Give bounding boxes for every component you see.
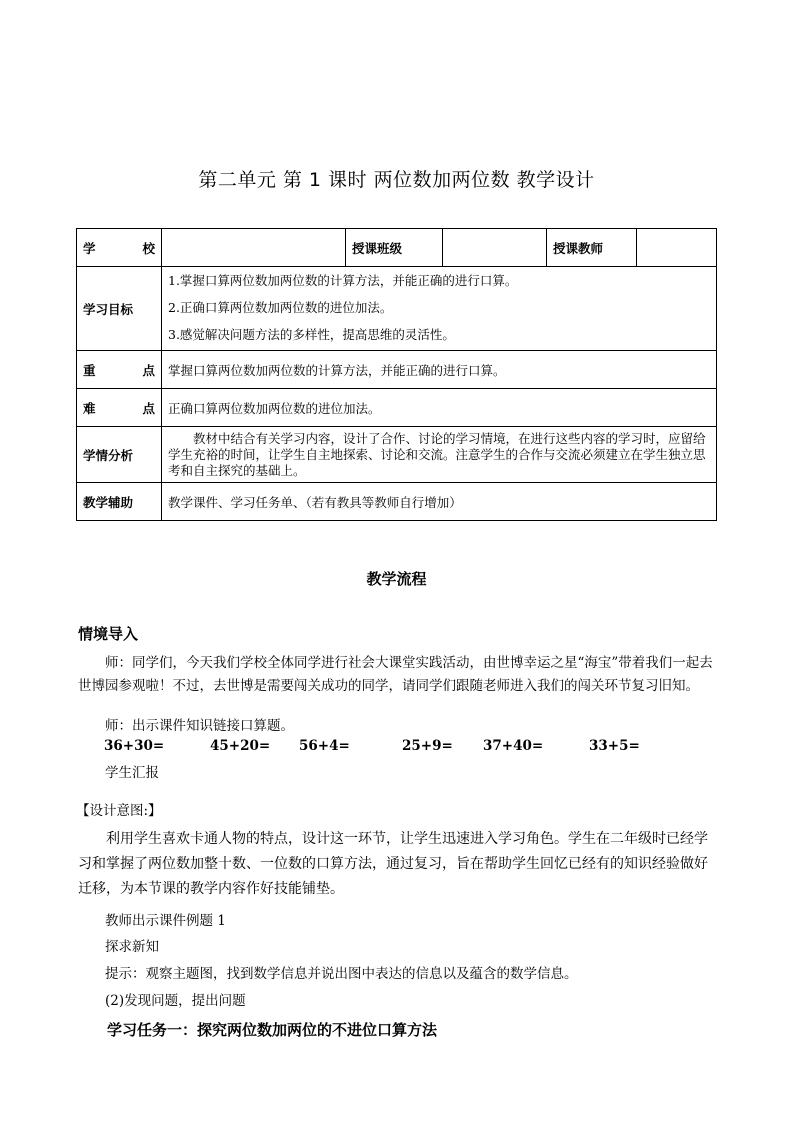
calc-item: 36+30= [104, 738, 165, 754]
calc-item: 33+5= [589, 738, 640, 754]
show-line: 师：出示课件知识链接口算题。 [105, 718, 294, 734]
class-label: 授课班级 [346, 229, 443, 267]
key-label: 重 点 [77, 351, 162, 389]
design-paragraph: 利用学生喜欢卡通人物的特点，设计这一环节，让学生迅速进入学习角色。学生在二年级时已经学习和掌握了两位数加整十数、一位数的口算方法，通过复习，旨在帮助学生回忆已经有的知识经验做好迁移，为本节课的教学内容作好技能铺垫。 [78, 831, 708, 897]
document-title: 第二单元 第 1 课时 两位数加两位数 教学设计 [198, 169, 595, 191]
objective-item: 2.正确口算两位数加两位数的进位加法。 [168, 300, 393, 315]
table-row [77, 229, 717, 267]
report-line: 学生汇报 [105, 765, 159, 781]
difficulty-label: 难 点 [77, 389, 162, 427]
objective-item: 3.感觉解决问题方法的多样性，提高思维的灵活性。 [168, 327, 455, 342]
objective-item: 1.掌握口算两位数加两位数的计算方法，并能正确的进行口算。 [168, 273, 518, 288]
calc-item: 56+4= [299, 738, 350, 754]
teacher-label: 授课教师 [547, 229, 637, 267]
table-row [77, 427, 717, 483]
aids-label: 教学辅助 [77, 483, 162, 521]
lesson-info-table [76, 228, 717, 521]
key-text: 掌握口算两位数加两位数的计算方法，并能正确的进行口算。 [162, 351, 717, 389]
difficulty-text: 正确口算两位数加两位数的进位加法。 [162, 389, 717, 427]
school-label: 学 校 [77, 229, 162, 267]
design-label: 【设计意图:】 [76, 803, 162, 819]
table-row [77, 351, 717, 389]
analysis-text: 教材中结合有关学习内容，设计了合作、讨论的学习情境，在进行这些内容的学习时，应留给学生充裕的时间，让学生自主地探索、讨论和交流。注意学生的合作与交流必须建立在学生独立思考和自主探究的基础上。 [162, 427, 717, 483]
teacher-value [637, 229, 717, 267]
question-line: (2)发现问题，提出问题 [105, 993, 246, 1009]
table-row [77, 389, 717, 427]
intro-paragraph: 师：同学们，今天我们学校全体同学进行社会大课堂实践活动，由世博幸运之星“海宝”带着我们一起去世博园参观啦！不过，去世博是需要闯关成功的同学，请同学们跟随老师进入我们的闯关环节复习旧知。 [78, 655, 713, 694]
intro-heading: 情境导入 [78, 625, 139, 643]
aids-text: 教学课件、学习任务单、（若有教具等教师自行增加） [162, 483, 717, 521]
table-row [77, 267, 717, 351]
table-row [77, 483, 717, 521]
task-heading: 学习任务一：探究两位数加两位的不进位口算方法 [107, 1021, 438, 1039]
explore-line: 探求新知 [105, 939, 159, 955]
calc-item: 37+40= [483, 738, 544, 754]
analysis-label: 学情分析 [77, 427, 162, 483]
objectives-label: 学习目标 [77, 267, 162, 351]
calc-item: 45+20= [210, 738, 271, 754]
objectives-cell [162, 267, 717, 351]
example-line: 教师出示课件例题 1 [105, 913, 226, 929]
school-value [162, 229, 346, 267]
flow-title: 教学流程 [366, 570, 427, 588]
hint-line: 提示：观察主题图，找到数学信息并说出图中表达的信息以及蕴含的数学信息。 [105, 966, 578, 982]
class-value [443, 229, 547, 267]
calc-item: 25+9= [402, 738, 453, 754]
